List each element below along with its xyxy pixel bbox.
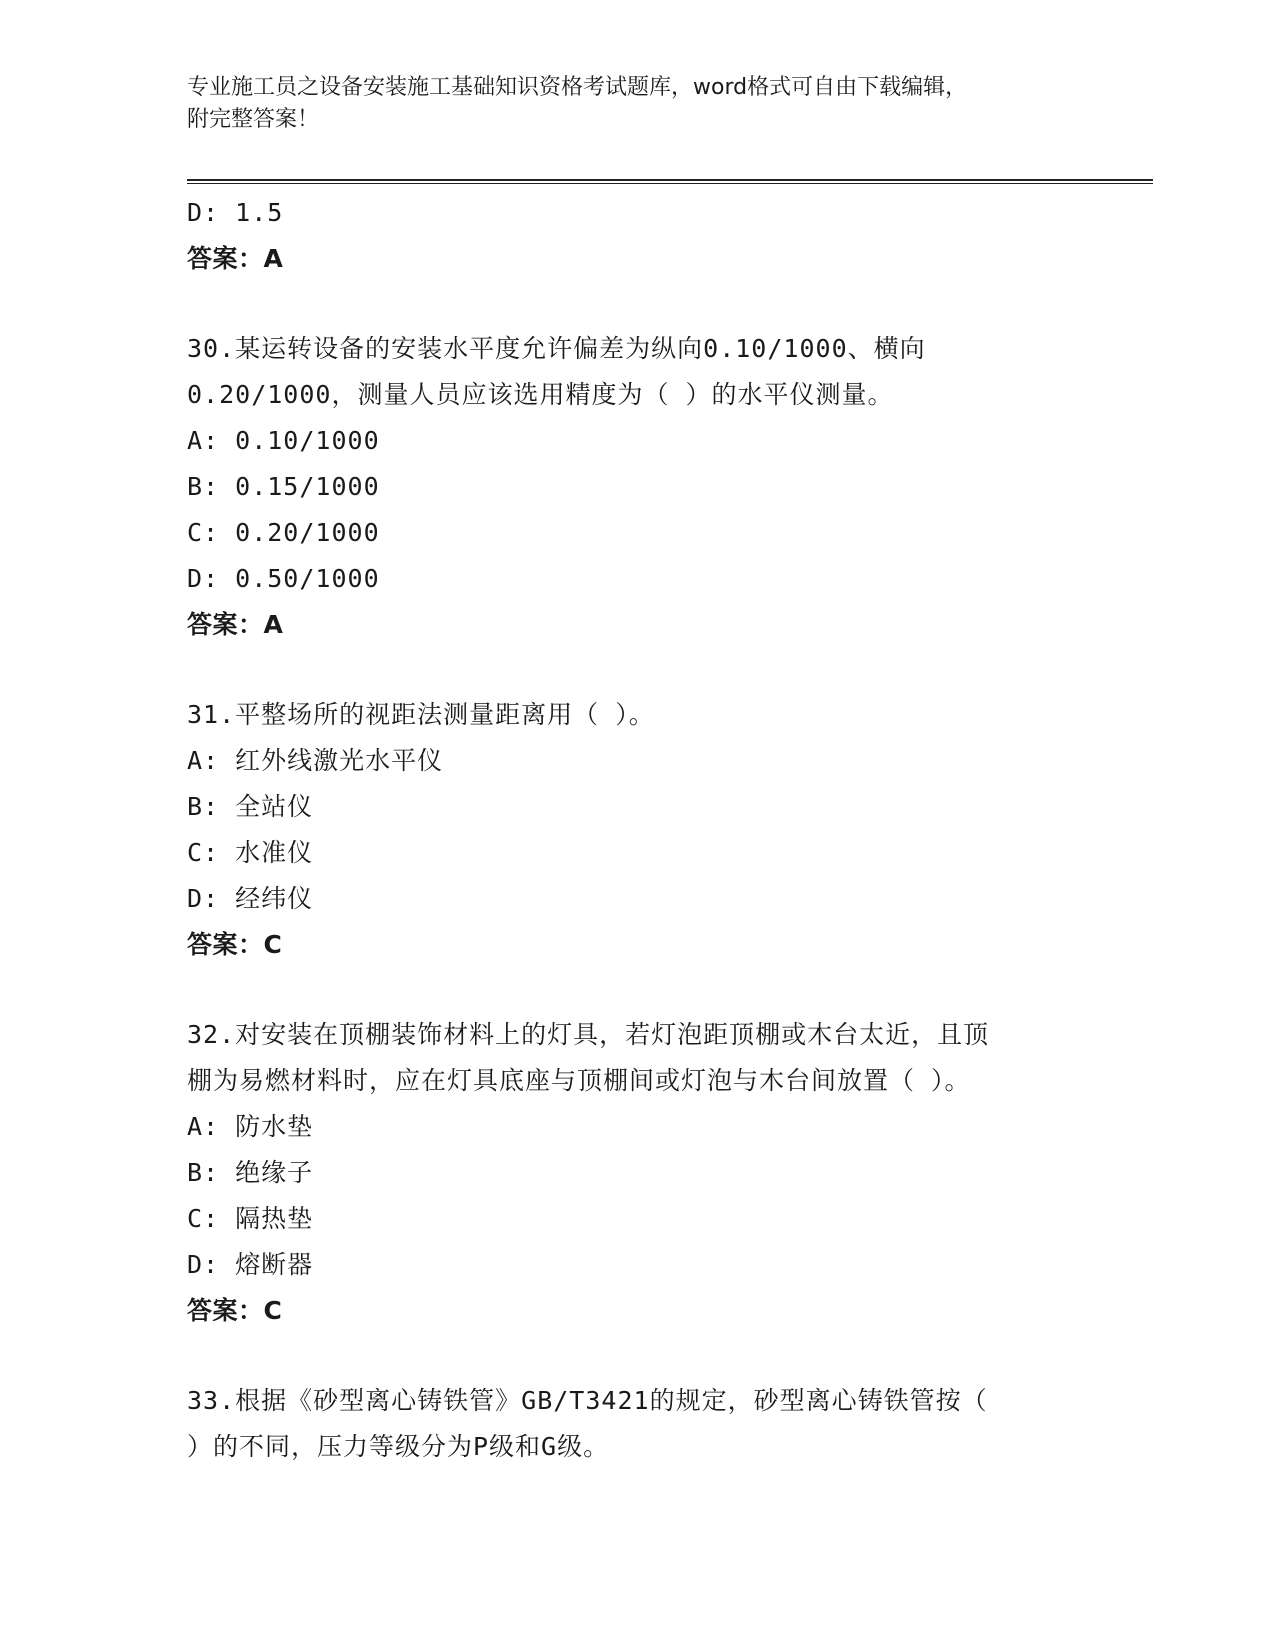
- question-32: [187, 1012, 1087, 1334]
- question-stem: 32.对安装在顶棚装饰材料上的灯具，若灯泡距顶棚或木台太近，且顶: [187, 1020, 990, 1049]
- header-line-2: 附完整答案！: [187, 107, 320, 132]
- answer-label: 答案：C: [187, 1296, 283, 1325]
- option-c: C: 水准仪: [187, 838, 314, 867]
- option-b: B: 绝缘子: [187, 1158, 314, 1187]
- option-a: A: 防水垫: [187, 1112, 314, 1141]
- answer-label: 答案：C: [187, 930, 283, 959]
- answer-label: 答案：A: [187, 244, 284, 273]
- option-d: D: 经纬仪: [187, 884, 314, 913]
- option-d: D: 熔断器: [187, 1250, 314, 1279]
- option-b: B: 全站仪: [187, 792, 314, 821]
- question-stem: 33.根据《砂型离心铸铁管》GB/T3421的规定，砂型离心铸铁管按（: [187, 1386, 988, 1415]
- option-a: A: 0.10/1000: [187, 426, 380, 455]
- question-29-tail: [187, 190, 1087, 282]
- option-c: C: 隔热垫: [187, 1204, 314, 1233]
- option-d: D: 0.50/1000: [187, 564, 380, 593]
- question-stem: 30.某运转设备的安装水平度允许偏差为纵向0.10/1000、横向: [187, 334, 926, 363]
- question-stem-cont: ）的不同，压力等级分为P级和G级。: [187, 1432, 610, 1461]
- answer-label: 答案：A: [187, 610, 284, 639]
- header-line-1: 专业施工员之设备安装施工基础知识资格考试题库，word格式可自由下载编辑，: [187, 75, 968, 100]
- question-stem-cont: 棚为易燃材料时，应在灯具底座与顶棚间或灯泡与木台间放置（ ）。: [187, 1066, 971, 1095]
- option-d: D: 1.5: [187, 198, 284, 227]
- question-31: [187, 692, 1087, 968]
- option-c: C: 0.20/1000: [187, 518, 380, 547]
- option-b: B: 0.15/1000: [187, 472, 380, 501]
- question-list: [187, 190, 1087, 1470]
- option-a: A: 红外线激光水平仪: [187, 746, 444, 775]
- question-33: [187, 1378, 1087, 1470]
- header-divider: [187, 179, 1153, 181]
- question-30: [187, 326, 1087, 648]
- header-divider-thin: [187, 183, 1153, 184]
- document-header: [187, 72, 1067, 136]
- question-stem-cont: 0.20/1000，测量人员应该选用精度为（ ）的水平仪测量。: [187, 380, 894, 409]
- question-stem: 31.平整场所的视距法测量距离用（ ）。: [187, 700, 655, 729]
